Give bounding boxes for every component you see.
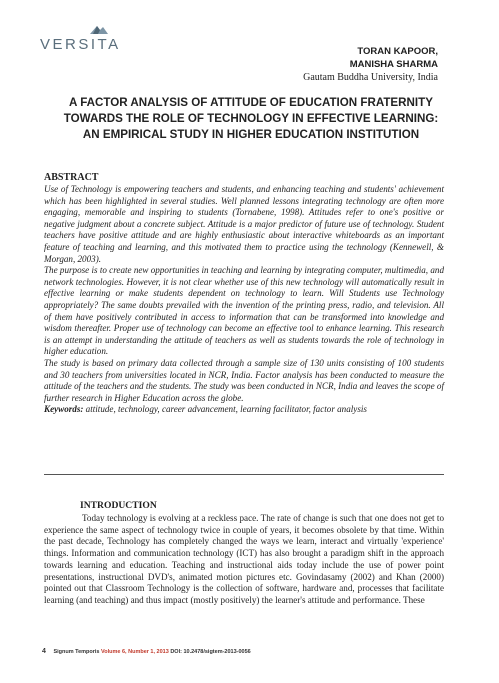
abstract-body <box>44 184 444 404</box>
introduction-section <box>44 500 444 607</box>
author-2: MANISHA SHARMA <box>349 59 438 70</box>
abstract-paragraph: The purpose is to create new opportunities in teaching and learning by integrating computer, multimedia, and network technologies. However, it is not clear whether use of this new technology will automatically result in effective learning or make students dependent on technology to learn. Will Students use Technology appropriately? The same doubts prevailed with the invention of the printing press, radio, and television. All of them have positively contributed in access to information that can be transformed into knowledge and wisdom thereafter. Proper use of technology can become an effective tool to enhance learning. This research is an attempt in understanding the attitude of teachers as well as students towards the role of technology in higher education. <box>44 265 444 357</box>
introduction-heading: INTRODUCTION <box>80 500 157 511</box>
versita-logo-mark <box>88 24 110 36</box>
publisher-logo <box>40 28 140 56</box>
journal-volume: Volume 6, Number 1, 2013 <box>99 649 171 655</box>
article-title: A FACTOR ANALYSIS OF ATTITUDE OF EDUCATION FRATERNITY TOWARDS THE ROLE OF TECHNOLOGY IN EFFECTIVE LEARNING: AN EMPIRICAL STUDY IN HIGHER EDUCATION INSTITUTION <box>63 96 439 141</box>
abstract-heading: ABSTRACT <box>44 172 99 183</box>
keywords-list: attitude, technology, career advancement, learning facilitator, factor analysis <box>83 404 367 415</box>
section-divider <box>44 474 444 475</box>
abstract-section <box>44 172 444 416</box>
author-1: TORAN KAPOOR, <box>357 46 438 57</box>
abstract-paragraph: The study is based on primary data collected through a sample size of 130 units consisting of 100 students and 30 teachers from universities located in NCR, India. Factor analysis has been conducted to measure the attitude of the teachers and the students. The study was been conducted in NCR, India and leaves the scope of further research in Higher Education across the globe. <box>44 357 444 403</box>
journal-name: Signum Temporis <box>53 649 100 655</box>
author-affiliation: Gautam Buddha University, India <box>303 72 438 83</box>
logo-text: VERSITA <box>40 36 121 53</box>
introduction-paragraph: Today technology is evolving at a reckless pace. The rate of change is such that one does not get to experience the same aspect of technology twice in couple of years, it becomes obsolete by that time. Within the past decade, Technology has completely changed the ways we learn, interact and virtually 'experience' things. Information and communication technology (ICT) has also brought a paradigm shift in the approach towards learning and education. Teaching and instructional aids today include the use of power point presentations, instructional DVD's, animated motion pictures etc. Govindasamy (2002) and Khan (2000) pointed out that Classroom Technology is the collection of software, hardware and, processes that facilitate learning (and teaching) and thus impact (mostly positively) the learner's attitude and performance. These <box>44 513 444 605</box>
author-block <box>303 45 438 84</box>
keywords-label: Keywords: <box>44 404 84 415</box>
page-footer <box>42 648 251 655</box>
doi: DOI: 10.2478/sigtem-2013-0056 <box>170 649 251 655</box>
page-number: 4 <box>42 648 46 655</box>
keywords-line <box>44 404 444 416</box>
abstract-paragraph: Use of Technology is empowering teachers and students, and enhancing teaching and students' achievement which has been highlighted in several studies. Well planned lessons integrating technology are often more engaging, memorable and inspiring to students (Tornabene, 1998). Attitudes refer to one's positive or negative judgment about a concrete subject. Attitude is a major predictor of future use of technology. Student teachers have positive attitude and are highly enthusiastic about interactive whiteboards as an important feature of teaching and learning, and this motivated them to practice using the technology (Kennewell, & Morgan, 2003). <box>44 184 444 264</box>
